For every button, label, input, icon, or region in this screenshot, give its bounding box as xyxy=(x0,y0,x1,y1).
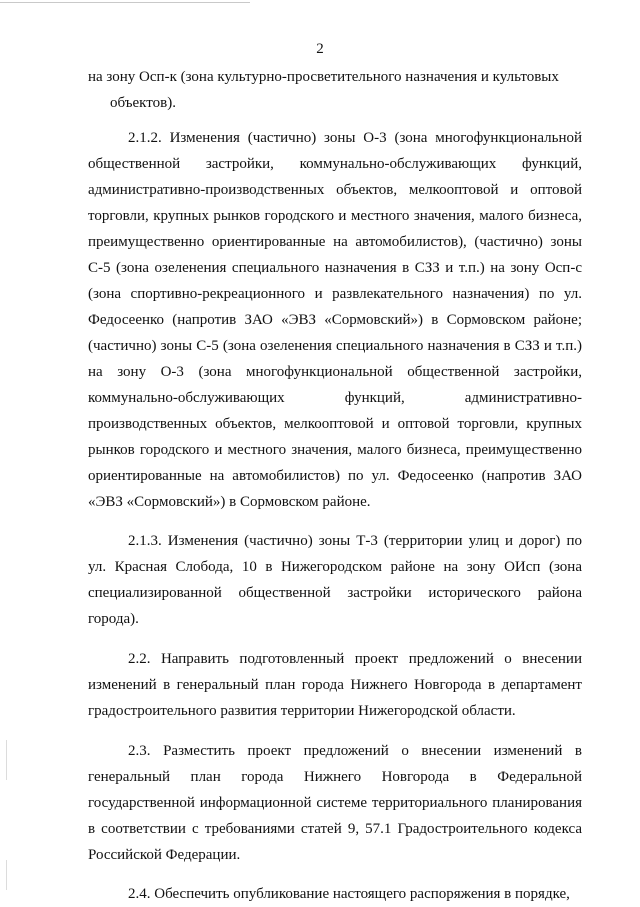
paragraph-2-3: 2.3. Разместить проект предложений о внесении изменений в генеральный план города Нижнего Новгорода в Федеральной государственной информационной системе территориального планирования в соответствии с требованиями статей 9, 57.1 Градостроительного кодекса Российской Федерации. xyxy=(88,743,582,863)
continuation-line: на зону Осп-к (зона культурно-просветительного назначения и культовых xyxy=(88,69,559,85)
document-body xyxy=(88,64,582,907)
paragraph-2-2: 2.2. Направить подготовленный проект предложений о внесении изменений в генеральный план города Нижнего Новгорода в департамент градостроительного развития территории Нижегородской области. xyxy=(88,651,582,719)
scan-artifact-line xyxy=(0,2,250,3)
scan-edge-mark xyxy=(6,860,7,890)
continuation-line: объектов). xyxy=(110,95,176,111)
scan-edge-mark xyxy=(6,740,7,780)
paragraph-2-1-3: 2.1.3. Изменения (частично) зоны Т-3 (территории улиц и дорог) по ул. Красная Слобода, 10 в Нижегородском районе на зону ОИсп (зона специализированной общественной застройки исторического района города). xyxy=(88,533,582,627)
paragraph-2-4: 2.4. Обеспечить опубликование настоящего распоряжения в порядке, xyxy=(128,886,570,902)
paragraph-2-1-2: 2.1.2. Изменения (частично) зоны О-3 (зона многофункциональной общественной застройки, коммунально-обслуживающих функций, административно-производственных объектов, мелкооптовой и оптовой торговли, крупных рынков городского и местного значения, малого бизнеса, преимущественно ориентированные на автомобилистов), (частично) зоны С-5 (зона озеленения специального назначения в СЗЗ и т.п.) на зону Осп-с (зона спортивно-рекреационного и развлекательного назначения) по ул. Федосеенко (напротив ЗАО «ЭВЗ «Сормовский») в Сормовском районе; (частично) зоны С-5 (зона озеленения специального назначения в СЗЗ и т.п.) на зону О-3 (зона многофункциональной общественной застройки, коммунально-обслуживающих функций, административно-производственных объектов, мелкооптовой и оптовой торговли, крупных рынков городского и местного значения, малого бизнеса, преимущественно ориентированные на автомобилистов) по ул. Федосеенко (напротив ЗАО «ЭВЗ «Сормовский») в Сормовском районе. xyxy=(88,130,582,510)
page-number: 2 xyxy=(316,41,324,57)
